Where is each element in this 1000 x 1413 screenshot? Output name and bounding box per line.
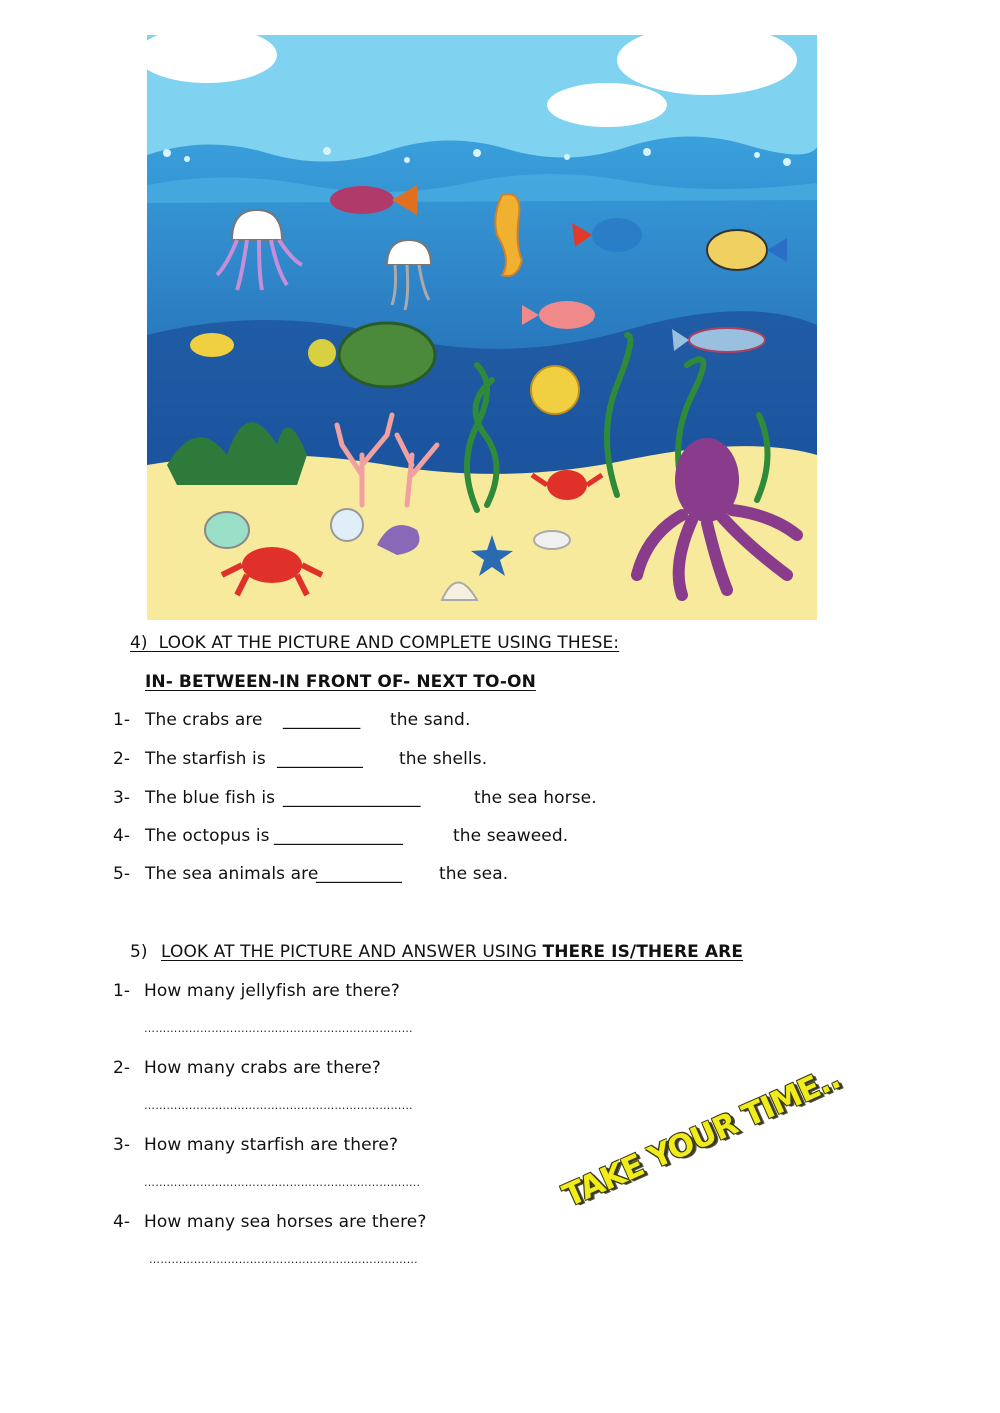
fish-icon — [190, 333, 234, 357]
question-text: How many starfish are there? — [144, 1135, 399, 1155]
sentence-start: The crabs are — [145, 710, 263, 730]
exercise-5-title-text: LOOK AT THE PICTURE AND ANSWER USING — [161, 942, 543, 962]
list-item-number: 1- — [113, 981, 131, 1001]
shell-icon — [331, 509, 363, 541]
sentence-start: The sea animals are — [145, 864, 319, 884]
exercise-4-title: 4) LOOK AT THE PICTURE AND COMPLETE USING THESE: — [130, 633, 620, 653]
shell-icon — [534, 531, 570, 549]
list-item-number: 1- — [113, 710, 131, 730]
list-item-number: 2- — [113, 1058, 131, 1078]
sentence-end: the sea. — [439, 864, 509, 884]
answer-line[interactable]: ……………………………………………………………….. — [144, 1176, 421, 1189]
exercise-5-number: 5) — [130, 942, 148, 962]
question-text: How many jellyfish are there? — [144, 981, 400, 1001]
question-text: How many sea horses are there? — [144, 1212, 427, 1232]
list-item-number: 4- — [113, 826, 131, 846]
question-text: How many crabs are there? — [144, 1058, 381, 1078]
answer-blank[interactable]: __________ — [277, 749, 363, 769]
exercise-5-title — [161, 942, 743, 962]
word-bank: IN- BETWEEN-IN FRONT OF- NEXT TO-ON — [145, 672, 536, 692]
answer-blank[interactable]: _________ — [283, 710, 361, 730]
sentence-start: The starfish is — [145, 749, 266, 769]
list-item-number: 4- — [113, 1212, 131, 1232]
answer-blank[interactable]: __________ — [316, 864, 402, 884]
answer-line[interactable]: ……………………………………………………………… — [149, 1253, 418, 1266]
sea-illustration — [147, 35, 817, 620]
sentence-end: the shells. — [399, 749, 488, 769]
take-your-time-stamp: TAKE YOUR TIME.. — [557, 1060, 846, 1215]
list-item-number: 2- — [113, 749, 131, 769]
list-item-number: 3- — [113, 1135, 131, 1155]
answer-line[interactable]: ……………………………………………………………… — [144, 1022, 413, 1035]
answer-line[interactable]: ……………………………………………………………… — [144, 1099, 413, 1112]
fish-icon — [531, 366, 579, 414]
sentence-end: the seaweed. — [453, 826, 569, 846]
shell-icon — [205, 512, 249, 548]
list-item-number: 5- — [113, 864, 131, 884]
list-item-number: 3- — [113, 788, 131, 808]
sentence-end: the sand. — [390, 710, 471, 730]
sentence-end: the sea horse. — [474, 788, 597, 808]
sentence-start: The octopus is — [145, 826, 270, 846]
sentence-start: The blue fish is — [145, 788, 276, 808]
answer-blank[interactable]: _______________ — [274, 826, 403, 846]
answer-blank[interactable]: ________________ — [283, 788, 421, 808]
cloud — [547, 83, 667, 127]
exercise-5-title-emphasis: THERE IS/THERE ARE — [542, 942, 744, 962]
